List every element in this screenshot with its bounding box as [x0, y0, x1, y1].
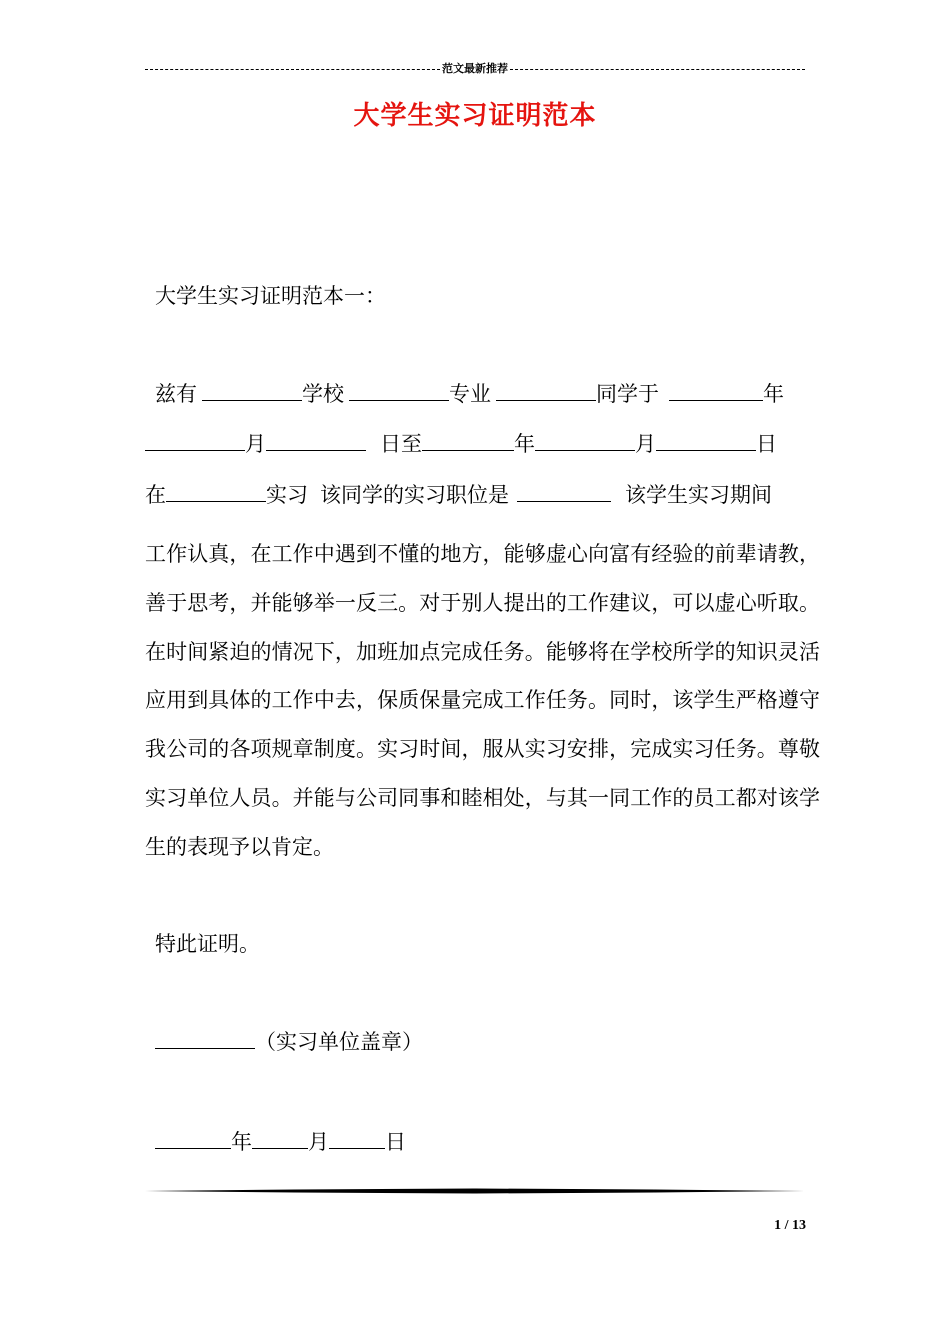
fill-text: 学校: [302, 382, 344, 406]
header-dash-right: [510, 69, 805, 70]
blank-field[interactable]: [145, 430, 245, 451]
blank-field[interactable]: [669, 380, 763, 401]
blank-field[interactable]: [166, 481, 266, 502]
seal-line: [155, 1028, 423, 1056]
fill-line-3: [145, 481, 772, 509]
blank-field[interactable]: [329, 1128, 385, 1149]
fill-text: 同学于: [596, 382, 659, 406]
blank-field[interactable]: [656, 430, 756, 451]
fill-text: 该学生实习期间: [625, 483, 772, 507]
body-paragraph: 工作认真，在工作中遇到不懂的地方，能够虚心向富有经验的前辈请教，善于思考，并能够举一反三。对于别人提出的工作建议，可以虚心听取。在时间紧迫的情况下，加班加点完成任务。能够将在学校所学的知识灵活应用到具体的工作中去，保质保量完成工作任务。同时，该学生严格遵守我公司的各项规章制度。实习时间，服从实习安排，完成实习任务。尊敬实习单位人员。并能与公司同事和睦相处，与其一同工作的员工都对该学生的表现予以肯定。: [145, 542, 820, 859]
header-dash-left: [145, 69, 440, 70]
page-header: [145, 60, 805, 76]
fill-text: 实习: [266, 483, 308, 507]
blank-field[interactable]: [155, 1128, 231, 1149]
fill-text: 年: [514, 432, 535, 456]
date-day-label: 日: [385, 1130, 406, 1154]
fill-text: 该同学的实习职位是: [320, 483, 509, 507]
fill-text: 专业: [449, 382, 491, 406]
blank-field[interactable]: [252, 1128, 308, 1149]
blank-field[interactable]: [422, 430, 514, 451]
fill-text: 日至: [380, 432, 422, 456]
fill-text: 月: [245, 432, 266, 456]
closing-text: 特此证明。: [155, 932, 260, 956]
date-year-label: 年: [231, 1130, 252, 1154]
section-heading: 大学生实习证明范本一：: [155, 284, 386, 308]
blank-field[interactable]: [266, 430, 366, 451]
date-month-label: 月: [308, 1130, 329, 1154]
blank-field[interactable]: [496, 380, 596, 401]
blank-field[interactable]: [155, 1028, 255, 1049]
fill-text: 在: [145, 483, 166, 507]
fill-text: 年: [763, 382, 784, 406]
blank-field[interactable]: [517, 481, 611, 502]
fill-line-2: [145, 430, 777, 458]
blank-field[interactable]: [202, 380, 302, 401]
fill-text: 月: [635, 432, 656, 456]
fill-text: 兹有: [155, 382, 197, 406]
fill-line-1: [155, 380, 784, 408]
page-number: 1 / 13: [774, 1218, 806, 1233]
blank-field[interactable]: [349, 380, 449, 401]
header-recommend-text: 范文最新推荐: [442, 62, 508, 75]
date-line: [155, 1128, 406, 1156]
seal-label: （实习单位盖章）: [255, 1030, 423, 1054]
document-title: 大学生实习证明范本: [353, 101, 597, 131]
fill-text: 日: [756, 432, 777, 456]
footer-rule: [145, 1188, 805, 1194]
blank-field[interactable]: [535, 430, 635, 451]
